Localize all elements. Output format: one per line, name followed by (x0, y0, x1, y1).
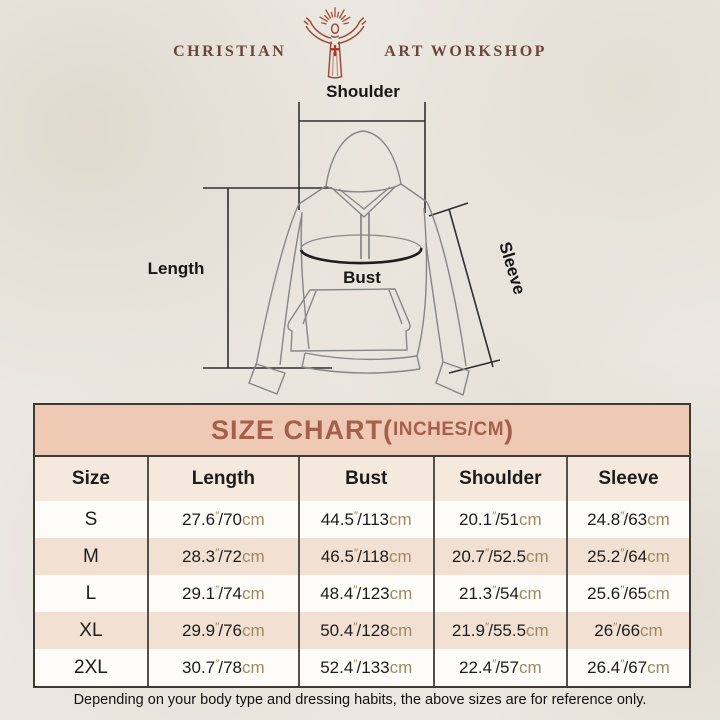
jesus-rays-icon (294, 3, 376, 83)
shoulder-value: 21.9″/55.5cm (433, 612, 566, 649)
size-chart-table (33, 403, 691, 688)
sleeve-label: Sleeve (495, 239, 530, 297)
title-close-paren: ) (504, 414, 514, 445)
col-header-shoulder: Shoulder (433, 457, 566, 501)
length-value: 27.6″/70cm (147, 501, 298, 538)
bust-value: 52.4″/133cm (298, 649, 433, 686)
length-label: Length (147, 259, 205, 278)
cross-icon (331, 45, 340, 56)
size-row-2XL (35, 649, 689, 686)
length-value: 29.9″/76cm (147, 612, 298, 649)
hoodie-measurement-diagram (0, 78, 720, 400)
sleeve-value: 26.4″/67cm (566, 649, 689, 686)
col-header-length: Length (147, 457, 298, 501)
brand-name-right: ART WORKSHOP (384, 43, 547, 60)
brand-name-left: CHRISTIAN (173, 43, 287, 60)
length-value: 28.3″/72cm (147, 538, 298, 575)
title-units: INCHES/CM (392, 419, 505, 440)
sleeve-value: 24.8″/63cm (566, 501, 689, 538)
size-row-S (35, 501, 689, 538)
size-label: 2XL (74, 657, 108, 678)
size-chart-title (35, 405, 689, 457)
bust-value: 50.4″/128cm (298, 612, 433, 649)
bust-label: Bust (343, 268, 381, 287)
size-label: L (85, 583, 97, 604)
col-header-sleeve: Sleeve (566, 457, 689, 501)
size-label: XL (79, 620, 103, 641)
shoulder-value: 20.1″/51cm (433, 501, 566, 538)
length-value: 30.7″/78cm (147, 649, 298, 686)
length-value: 29.1″/74cm (147, 575, 298, 612)
measure-lines (203, 102, 500, 373)
shoulder-value: 22.4″/57cm (433, 649, 566, 686)
size-label: M (83, 546, 99, 567)
size-row-M (35, 538, 689, 575)
size-row-L (35, 575, 689, 612)
bust-value: 44.5″/113cm (298, 501, 433, 538)
shoulder-value: 21.3″/54cm (433, 575, 566, 612)
size-row-XL (35, 612, 689, 649)
bust-value: 48.4″/123cm (298, 575, 433, 612)
bust-value: 46.5″/118cm (298, 538, 433, 575)
brand-header (0, 8, 720, 78)
size-label: S (84, 509, 98, 530)
sleeve-value: 26″/66cm (566, 612, 689, 649)
sleeve-value: 25.2″/64cm (566, 538, 689, 575)
size-chart-rows (35, 501, 689, 686)
shoulder-label: Shoulder (326, 82, 400, 101)
title-main: SIZE CHART( (210, 414, 393, 445)
sleeve-value: 25.6″/65cm (566, 575, 689, 612)
col-header-bust: Bust (298, 457, 433, 501)
col-header-size: Size (71, 468, 110, 489)
shoulder-value: 20.7″/52.5cm (433, 538, 566, 575)
column-header-row (35, 457, 689, 501)
reference-note: Depending on your body type and dressing habits, the above sizes are for reference only. (73, 692, 647, 708)
